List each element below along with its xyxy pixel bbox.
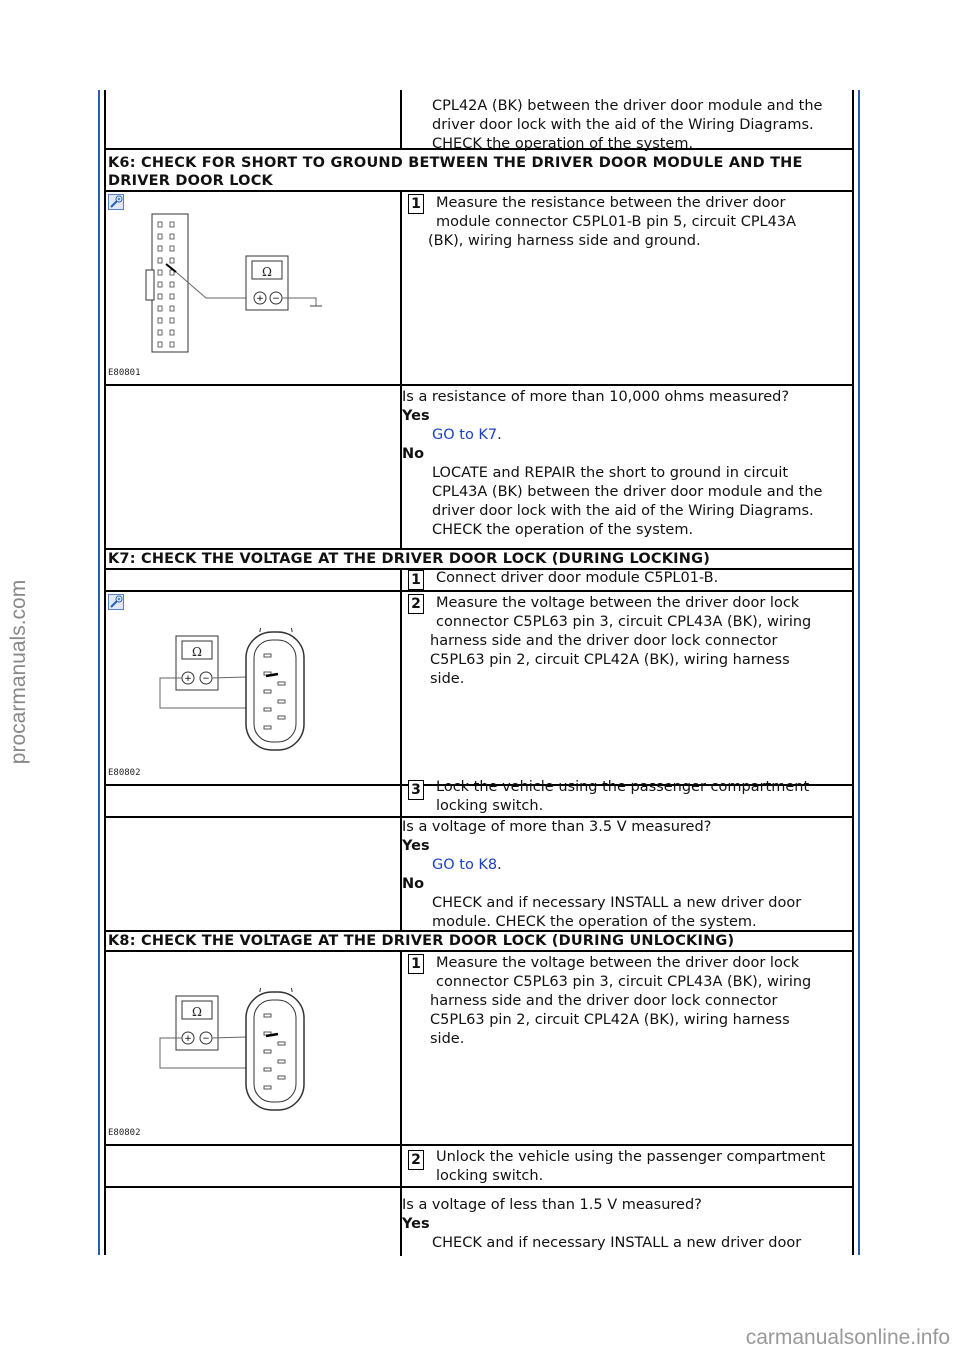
svg-text:+: +	[184, 1034, 192, 1044]
no-text-line: LOCATE and REPAIR the short to ground in circuit	[432, 465, 789, 481]
step-text-line: Measure the voltage between the driver door lock	[436, 955, 800, 971]
step-text-line: Measure the voltage between the driver door lock	[436, 595, 800, 611]
no-text-line: CPL43A (BK) between the driver door module and the	[432, 484, 823, 500]
step-number: 1	[408, 194, 424, 214]
zoom-figure-icon[interactable]	[108, 594, 124, 610]
svg-text:Ω: Ω	[262, 265, 272, 279]
question-text: Is a voltage of less than 1.5 V measured?	[402, 1197, 702, 1213]
watermark-left: procarmanuals.com	[7, 579, 30, 765]
yes-label: Yes	[402, 408, 430, 424]
section-heading-k6: K6: CHECK FOR SHORT TO GROUND BETWEEN THE DRIVER DOOR MODULE AND THE DRIVER DOOR LOCK	[106, 152, 854, 192]
step-number: 1	[408, 954, 424, 974]
no-text-line: driver door lock with the aid of the Wiring Diagrams.	[432, 503, 814, 519]
step-text-line: Lock the vehicle using the passenger compartment	[436, 779, 810, 795]
no-text-line: module. CHECK the operation of the system.	[432, 914, 757, 930]
table-row: Is a voltage of more than 3.5 V measured? Yes GO to K8. No CHECK and if necessary INSTALL a new driver door module. CHECK the operation of the system.	[106, 816, 854, 932]
svg-text:Ω: Ω	[192, 645, 202, 659]
step-number: 2	[408, 1150, 424, 1170]
no-label: No	[402, 876, 425, 892]
yes-label: Yes	[402, 838, 430, 854]
step-text-line: connector C5PL63 pin 3, circuit CPL43A (BK), wiring	[436, 614, 812, 630]
step-text-line: C5PL63 pin 2, circuit CPL42A (BK), wiring harness	[430, 652, 790, 668]
wiring-figure-e80801	[136, 210, 366, 360]
svg-text:+: +	[184, 674, 192, 684]
no-label: No	[402, 446, 425, 462]
yes-text-line: CHECK and if necessary INSTALL a new driver door	[432, 1235, 802, 1251]
table-row	[106, 90, 854, 150]
table-row	[106, 1144, 854, 1188]
step-number: 2	[408, 594, 424, 614]
svg-text:−: −	[202, 1034, 210, 1044]
table-row	[106, 590, 854, 786]
table-row: Is a resistance of more than 10,000 ohms measured? Yes GO to K7. No LOCATE and REPAIR the short to ground in circuit CPL43A (BK) between the driver door module and the driver door lock with the aid of the Wiring Diagrams. CHECK the operation of the system.	[106, 384, 854, 550]
figure-label: E80802	[108, 768, 141, 778]
svg-text:−: −	[202, 674, 210, 684]
table-row	[106, 950, 854, 1146]
step-text-line: module connector C5PL01-B pin 5, circuit CPL43A	[436, 214, 797, 230]
paragraph-line: CHECK the operation of the system.	[432, 136, 694, 152]
step-text-line: C5PL63 pin 2, circuit CPL42A (BK), wiring harness	[430, 1012, 790, 1028]
question-text: Is a resistance of more than 10,000 ohms measured?	[402, 389, 790, 405]
paragraph-line: driver door lock with the aid of the Wiring Diagrams.	[432, 117, 814, 133]
no-text-line: CHECK the operation of the system.	[432, 522, 694, 538]
no-text-line: CHECK and if necessary INSTALL a new driver door	[432, 895, 802, 911]
svg-text:+: +	[256, 294, 264, 304]
section-heading-k7: K7: CHECK THE VOLTAGE AT THE DRIVER DOOR LOCK (DURING LOCKING)	[106, 548, 854, 570]
step-text-line: side.	[430, 671, 465, 687]
yes-label: Yes	[402, 1216, 430, 1232]
go-to-k8-link[interactable]: GO to K8	[432, 857, 498, 873]
step-number: 1	[408, 570, 424, 590]
step-text-line: (BK), wiring harness side and ground.	[428, 233, 701, 249]
step-text-line: locking switch.	[436, 1168, 544, 1184]
table-row	[106, 774, 854, 818]
table-row	[106, 190, 854, 386]
question-text: Is a voltage of more than 3.5 V measured?	[402, 819, 712, 835]
step-text-line: harness side and the driver door lock connector	[430, 633, 778, 649]
svg-text:Ω: Ω	[192, 1005, 202, 1019]
step-number: 3	[408, 780, 424, 800]
step-text-line: locking switch.	[436, 798, 544, 814]
table-row	[106, 1186, 854, 1256]
wiring-figure-e80802	[150, 628, 310, 758]
go-to-k7-link[interactable]: GO to K7	[432, 427, 498, 443]
step-text-line: harness side and the driver door lock connector	[430, 993, 778, 1009]
step-text-line: connector C5PL63 pin 3, circuit CPL43A (BK), wiring	[436, 974, 812, 990]
step-text-line: side.	[430, 1031, 465, 1047]
wiring-figure-e80802	[150, 988, 310, 1118]
zoom-figure-icon[interactable]	[108, 194, 124, 210]
table-row	[106, 568, 854, 592]
step-text-line: Measure the resistance between the driver door	[436, 195, 786, 211]
section-heading-k8: K8: CHECK THE VOLTAGE AT THE DRIVER DOOR LOCK (DURING UNLOCKING)	[106, 930, 854, 952]
svg-text:−: −	[272, 294, 280, 304]
watermark-bottom: carmanualsonline.info	[745, 1326, 950, 1349]
figure-label: E80801	[108, 368, 141, 378]
step-text-line: Unlock the vehicle using the passenger compartment	[436, 1149, 826, 1165]
figure-label: E80802	[108, 1128, 141, 1138]
step-text: Connect driver door module C5PL01-B.	[436, 570, 719, 586]
paragraph-line: CPL42A (BK) between the driver door module and the	[432, 98, 823, 114]
margin-line-left	[98, 90, 100, 1255]
margin-line-right	[858, 90, 860, 1255]
